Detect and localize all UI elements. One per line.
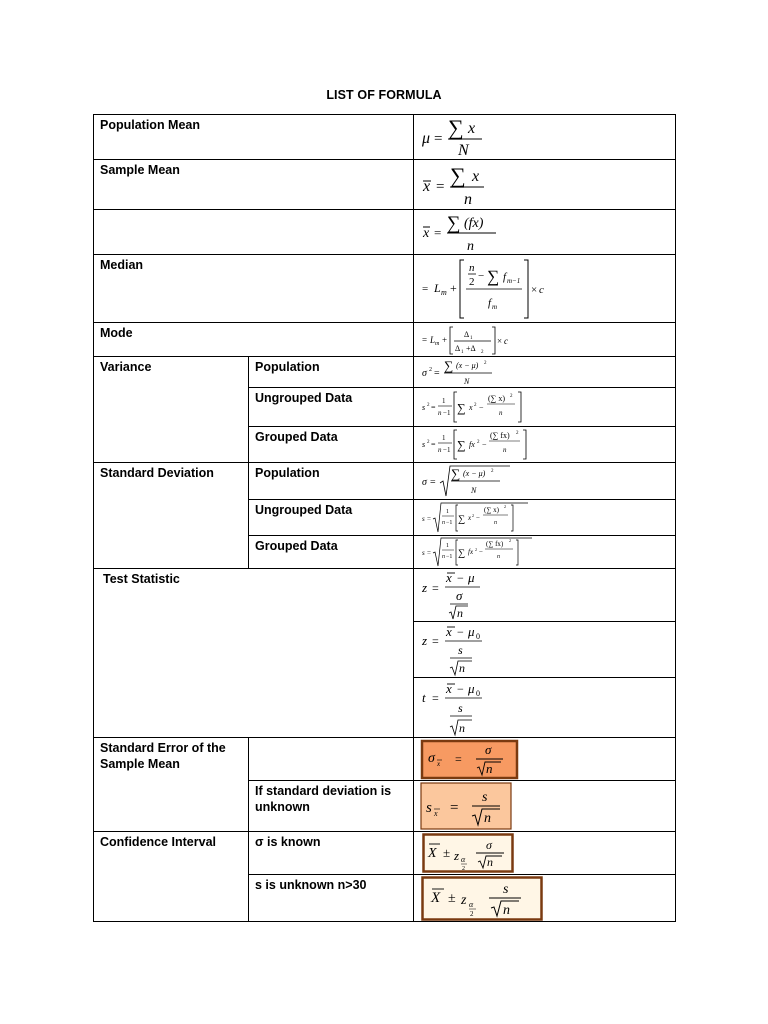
svg-text:2: 2 (472, 512, 474, 518)
svg-text:z: z (422, 632, 428, 648)
svg-text:=: = (436, 178, 445, 195)
svg-text:2: 2 (504, 503, 506, 509)
svg-text:=: = (450, 800, 459, 816)
svg-text:s: s (503, 881, 509, 897)
svg-text:−: − (457, 681, 464, 696)
svg-text:σ: σ (422, 477, 427, 488)
std-dev-population-label: Population (249, 463, 414, 500)
svg-text:α: α (469, 899, 474, 909)
svg-text:n: n (438, 409, 442, 417)
svg-text:c: c (504, 335, 508, 346)
variance-population-formula (414, 357, 676, 388)
svg-text:−: − (479, 403, 484, 412)
mode-label: Mode (94, 323, 414, 357)
svg-text:m: m (435, 340, 440, 347)
svg-text:c: c (539, 283, 544, 296)
svg-text:σ: σ (428, 750, 435, 766)
svg-text:−1: −1 (446, 553, 453, 560)
svg-text:=: = (427, 514, 431, 523)
svg-text:μ: μ (422, 130, 431, 147)
svg-text:−: − (482, 439, 487, 449)
svg-text:=: = (434, 131, 443, 147)
median-label: Median (94, 255, 414, 323)
svg-text:2: 2 (462, 866, 465, 872)
svg-text:=: = (431, 403, 436, 412)
variance-population-label: Population (249, 357, 414, 388)
std-dev-ungrouped-label: Ungrouped Data (249, 500, 414, 536)
svg-text:n: n (467, 239, 474, 254)
svg-text:1: 1 (446, 508, 449, 515)
svg-text:s: s (422, 439, 426, 449)
svg-text:x: x (446, 680, 452, 696)
svg-text:(∑ fx): (∑ fx) (486, 539, 504, 548)
svg-text:±: ± (443, 845, 451, 860)
svg-text:1: 1 (442, 397, 446, 405)
svg-text:∑: ∑ (444, 358, 454, 373)
svg-text:n: n (499, 409, 503, 417)
table-row (94, 738, 676, 781)
std-error-unknown-label: If standard deviation is unknown (249, 781, 414, 832)
svg-text:−: − (479, 547, 483, 556)
svg-text:2: 2 (481, 349, 484, 355)
svg-text:n: n (486, 760, 493, 776)
std-dev-label: Standard Deviation (94, 463, 249, 569)
svg-text:=: = (434, 225, 442, 240)
ci-s-unknown-formula (414, 875, 676, 922)
svg-text:(∑ x): (∑ x) (484, 505, 499, 514)
svg-text:n: n (469, 261, 475, 274)
svg-text:σ: σ (422, 368, 427, 379)
svg-text:=: = (431, 439, 436, 449)
svg-text:σ: σ (456, 588, 463, 603)
svg-text:2: 2 (427, 439, 430, 445)
svg-text:2: 2 (474, 403, 477, 408)
svg-text:x: x (434, 809, 438, 818)
svg-text:(x − μ): (x − μ) (463, 469, 486, 478)
svg-text:n: n (442, 519, 445, 526)
ci-sigma-known-label: σ is known (249, 832, 414, 875)
svg-text:α: α (461, 855, 466, 864)
grouped-mean-formula (414, 210, 676, 255)
svg-text:=: = (455, 751, 462, 766)
svg-text:n: n (484, 811, 491, 826)
table-row (94, 463, 676, 500)
std-dev-population-formula (414, 463, 676, 500)
ci-known-box (422, 833, 514, 873)
svg-text:∑: ∑ (448, 115, 464, 140)
test-statistic-label: Test Statistic (94, 569, 414, 738)
svg-text:2: 2 (509, 537, 511, 543)
svg-text:∑: ∑ (450, 162, 466, 188)
svg-text:±: ± (448, 890, 456, 906)
svg-text:n: n (464, 190, 472, 208)
svg-text:2: 2 (427, 403, 430, 408)
svg-text:=: = (430, 477, 436, 488)
svg-text:−: − (478, 269, 485, 282)
svg-text:x: x (446, 623, 452, 639)
ci-unknown-box-rect (423, 877, 542, 919)
svg-text:f: f (488, 296, 492, 309)
svg-text:∑: ∑ (457, 401, 466, 415)
svg-text:s: s (422, 548, 425, 557)
svg-text:s: s (422, 403, 426, 412)
svg-text:m: m (492, 302, 498, 311)
svg-text:x: x (468, 120, 476, 137)
table-row (94, 357, 676, 388)
svg-text:2: 2 (429, 367, 432, 373)
svg-text:f: f (503, 270, 507, 283)
svg-text:σ: σ (486, 838, 492, 852)
svg-text:2: 2 (470, 909, 474, 918)
ci-unknown-box (421, 876, 543, 921)
svg-text:z: z (454, 848, 460, 863)
variance-label: Variance (94, 357, 249, 463)
svg-text:2: 2 (484, 361, 487, 366)
svg-text:m−1: m−1 (507, 276, 521, 285)
svg-text:∑: ∑ (447, 213, 461, 234)
svg-text:=: = (432, 633, 439, 648)
svg-text:n: n (459, 720, 465, 735)
svg-text:s: s (482, 790, 488, 805)
table-row (94, 323, 676, 357)
variance-grouped-label: Grouped Data (249, 427, 414, 463)
svg-text:n: n (503, 902, 510, 918)
page-title: LIST OF FORMULA (326, 88, 442, 102)
svg-text:X: X (428, 846, 437, 861)
svg-text:∑: ∑ (451, 466, 461, 481)
svg-text:n: n (487, 855, 493, 869)
svg-text:−: − (476, 513, 480, 522)
svg-text:L: L (430, 334, 436, 345)
svg-text:1: 1 (446, 542, 449, 549)
svg-text:=: = (432, 690, 439, 705)
svg-text:=: = (427, 548, 431, 557)
variance-grouped-formula (414, 427, 676, 463)
svg-text:x: x (423, 177, 431, 195)
std-error-formula (414, 738, 676, 781)
svg-text:=: = (432, 581, 439, 595)
svg-text:t: t (422, 689, 426, 705)
svg-text:1: 1 (461, 349, 464, 355)
svg-text:2: 2 (477, 439, 480, 445)
svg-text:1: 1 (470, 335, 473, 341)
t-test-formula (414, 678, 676, 738)
std-error-unknown-box (420, 782, 512, 830)
z-test-s-formula (414, 622, 676, 678)
table-row (94, 255, 676, 323)
std-error-known-cell (249, 738, 414, 781)
table-row (94, 160, 676, 210)
ci-sigma-known-formula (414, 832, 676, 875)
svg-text:fx: fx (468, 547, 474, 556)
svg-text:N: N (458, 142, 469, 159)
table-row (94, 115, 676, 160)
sample-mean-label: Sample Mean (94, 160, 414, 210)
svg-text:m: m (441, 287, 447, 297)
svg-text:s: s (422, 514, 425, 523)
svg-text:L: L (434, 280, 441, 295)
std-dev-ungrouped-formula (414, 500, 676, 536)
population-mean-label: Population Mean (94, 115, 414, 160)
svg-text:N: N (471, 486, 477, 495)
svg-text:μ: μ (468, 623, 475, 639)
svg-text:2: 2 (491, 469, 494, 474)
svg-text:n: n (497, 553, 500, 560)
svg-text:×: × (531, 283, 538, 296)
svg-text:+: + (442, 334, 448, 345)
median-formula (414, 255, 676, 323)
svg-text:=: = (434, 368, 440, 379)
svg-text:μ: μ (468, 680, 475, 696)
table-row (94, 832, 676, 875)
svg-text:−: − (457, 624, 464, 639)
svg-text:X: X (431, 889, 441, 906)
std-error-label: Standard Error of the Sample Mean (94, 738, 249, 832)
svg-text:(x − μ): (x − μ) (456, 361, 479, 370)
svg-text:∑: ∑ (458, 513, 466, 525)
svg-text:1: 1 (442, 433, 446, 442)
confidence-interval-label: Confidence Interval (94, 832, 249, 922)
variance-ungrouped-formula (414, 388, 676, 427)
svg-text:z: z (422, 580, 428, 595)
svg-text:(fx): (fx) (464, 216, 484, 231)
svg-text:2: 2 (516, 430, 519, 436)
sample-mean-formula (414, 160, 676, 210)
svg-text:x: x (472, 167, 480, 185)
svg-text:n: n (503, 445, 507, 454)
std-error-unknown-formula (414, 781, 676, 832)
svg-text:2: 2 (510, 394, 513, 399)
svg-text:μ: μ (468, 570, 475, 585)
svg-text:+: + (450, 280, 457, 295)
svg-text:=: = (422, 334, 428, 345)
empty-cell (94, 210, 414, 255)
svg-text:x: x (437, 759, 441, 768)
svg-text:x: x (469, 403, 473, 412)
svg-text:2: 2 (475, 546, 477, 552)
svg-text:−1: −1 (443, 409, 451, 417)
svg-text:−1: −1 (443, 445, 451, 454)
svg-text:n: n (457, 606, 463, 620)
svg-text:Δ: Δ (455, 343, 461, 353)
svg-text:z: z (461, 892, 467, 908)
svg-text:s: s (426, 800, 432, 816)
svg-text:n: n (494, 519, 497, 526)
svg-text:Δ: Δ (464, 329, 470, 339)
svg-text:∑: ∑ (487, 266, 500, 286)
svg-text:n: n (459, 660, 465, 675)
formula-table (93, 114, 676, 922)
svg-text:s: s (458, 700, 463, 715)
svg-text:N: N (464, 377, 470, 386)
svg-text:x: x (423, 226, 430, 241)
svg-text:x: x (446, 570, 452, 585)
svg-text:fx: fx (469, 439, 475, 449)
svg-text:(∑ fx): (∑ fx) (490, 430, 510, 440)
std-dev-grouped-formula (414, 536, 676, 569)
ci-s-unknown-label: s is unknown n>30 (249, 875, 414, 922)
population-mean-formula (414, 115, 676, 160)
svg-text:2: 2 (469, 275, 475, 288)
svg-text:σ: σ (485, 741, 492, 757)
svg-text:s: s (458, 642, 463, 657)
std-dev-grouped-label: Grouped Data (249, 536, 414, 569)
svg-text:∑: ∑ (458, 547, 466, 559)
svg-text:−: − (457, 571, 464, 585)
svg-text:x: x (468, 513, 472, 522)
svg-text:n: n (442, 553, 445, 560)
svg-text:n: n (438, 445, 442, 454)
svg-text:+Δ: +Δ (466, 343, 476, 353)
variance-ungrouped-label: Ungrouped Data (249, 388, 414, 427)
svg-text:×: × (497, 335, 503, 346)
table-row (94, 569, 676, 622)
svg-text:−1: −1 (446, 519, 453, 526)
std-error-box (421, 740, 518, 779)
svg-text:(∑ x): (∑ x) (488, 394, 506, 403)
svg-text:=: = (422, 282, 429, 295)
svg-text:∑: ∑ (457, 437, 466, 452)
mode-formula (414, 323, 676, 357)
svg-text:0: 0 (476, 631, 480, 641)
table-row (94, 210, 676, 255)
svg-text:0: 0 (476, 688, 480, 698)
z-test-sigma-formula (414, 569, 676, 622)
